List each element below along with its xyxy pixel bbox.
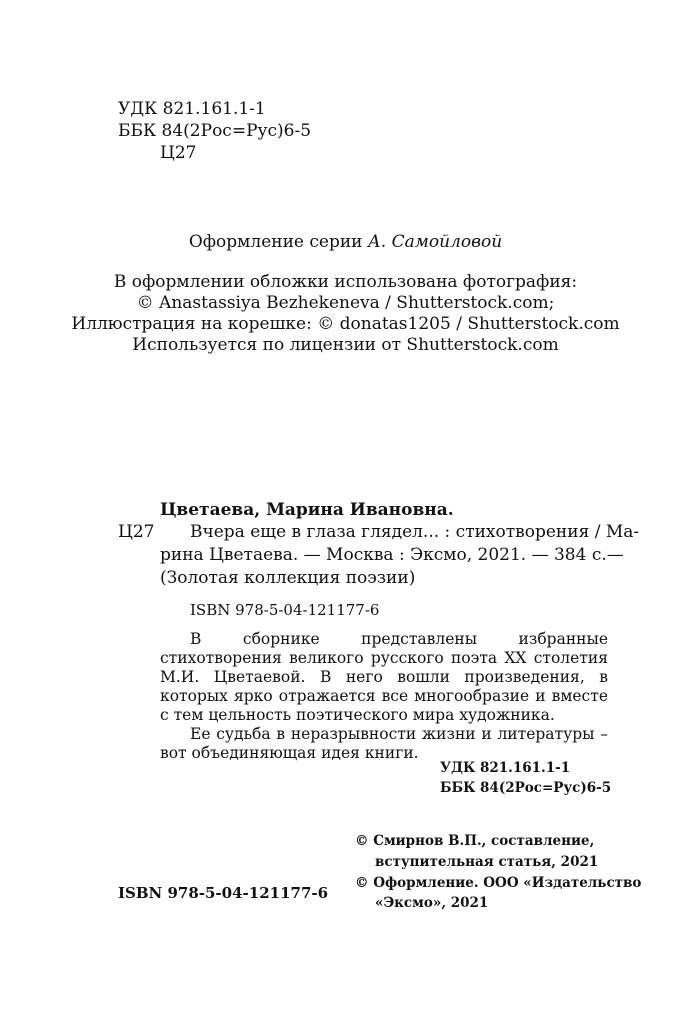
series-designer-name: А. Самойловой [367, 232, 503, 252]
credit-line-4: Используется по лицензии от Shutterstock.com [132, 335, 559, 355]
copyright-line-2: вступительная статья, 2021 [375, 854, 599, 870]
credit-line-2: © Anastassiya Bezhekeneva / Shutterstock.com; [136, 293, 555, 313]
series-design-prefix: Оформление серии [188, 232, 368, 252]
annotation-paragraph-1: В сборнике представлены избранные стихотворения великого русского поэта XX столетия М.И. Цветаевой. В него вошли произведения, в которых ярко отражается все многообразие и вместе с тем цельность поэтического мира художника. [160, 630, 608, 724]
copyright-line-4: «Эксмо», 2021 [375, 895, 489, 911]
credit-line-3: Иллюстрация на корешке: © donatas1205 / Shutterstock.com [71, 314, 620, 334]
catalog-entry-line-3: (Золотая коллекция поэзии) [160, 568, 416, 588]
udk-line: УДК 821.161.1-1 [118, 99, 266, 119]
catalog-isbn: ISBN 978-5-04-121177-6 [190, 601, 380, 619]
catalog-bbk: ББК 84(2Рос=Рус)6-5 [440, 780, 612, 796]
annotation-paragraph-2: Ее судьба в неразрывности жизни и литературы – вот объединяющая идея книги. [160, 725, 608, 762]
catalog-author-heading: Цветаева, Марина Ивановна. [160, 500, 454, 520]
catalog-mark: Ц27 [118, 522, 155, 542]
copyright-line-1: © Смирнов В.П., составление, [355, 833, 595, 849]
author-mark: Ц27 [160, 143, 197, 163]
credit-line-1: В оформлении обложки использована фотография: [113, 272, 578, 292]
series-design-line [0, 231, 691, 253]
copyright-line-3: © Оформление. ООО «Издательство [355, 875, 642, 891]
catalog-entry-line-2: рина Цветаева. — Москва : Эксмо, 2021. — 384 с.— [160, 545, 624, 565]
catalog-udk: УДК 821.161.1-1 [440, 760, 571, 776]
footer-isbn: ISBN 978-5-04-121177-6 [118, 884, 329, 902]
bbk-line: ББК 84(2Рос=Рус)6-5 [118, 121, 312, 141]
catalog-entry-line-1: Вчера еще в глаза глядел... : стихотворения / Ма- [190, 522, 640, 542]
